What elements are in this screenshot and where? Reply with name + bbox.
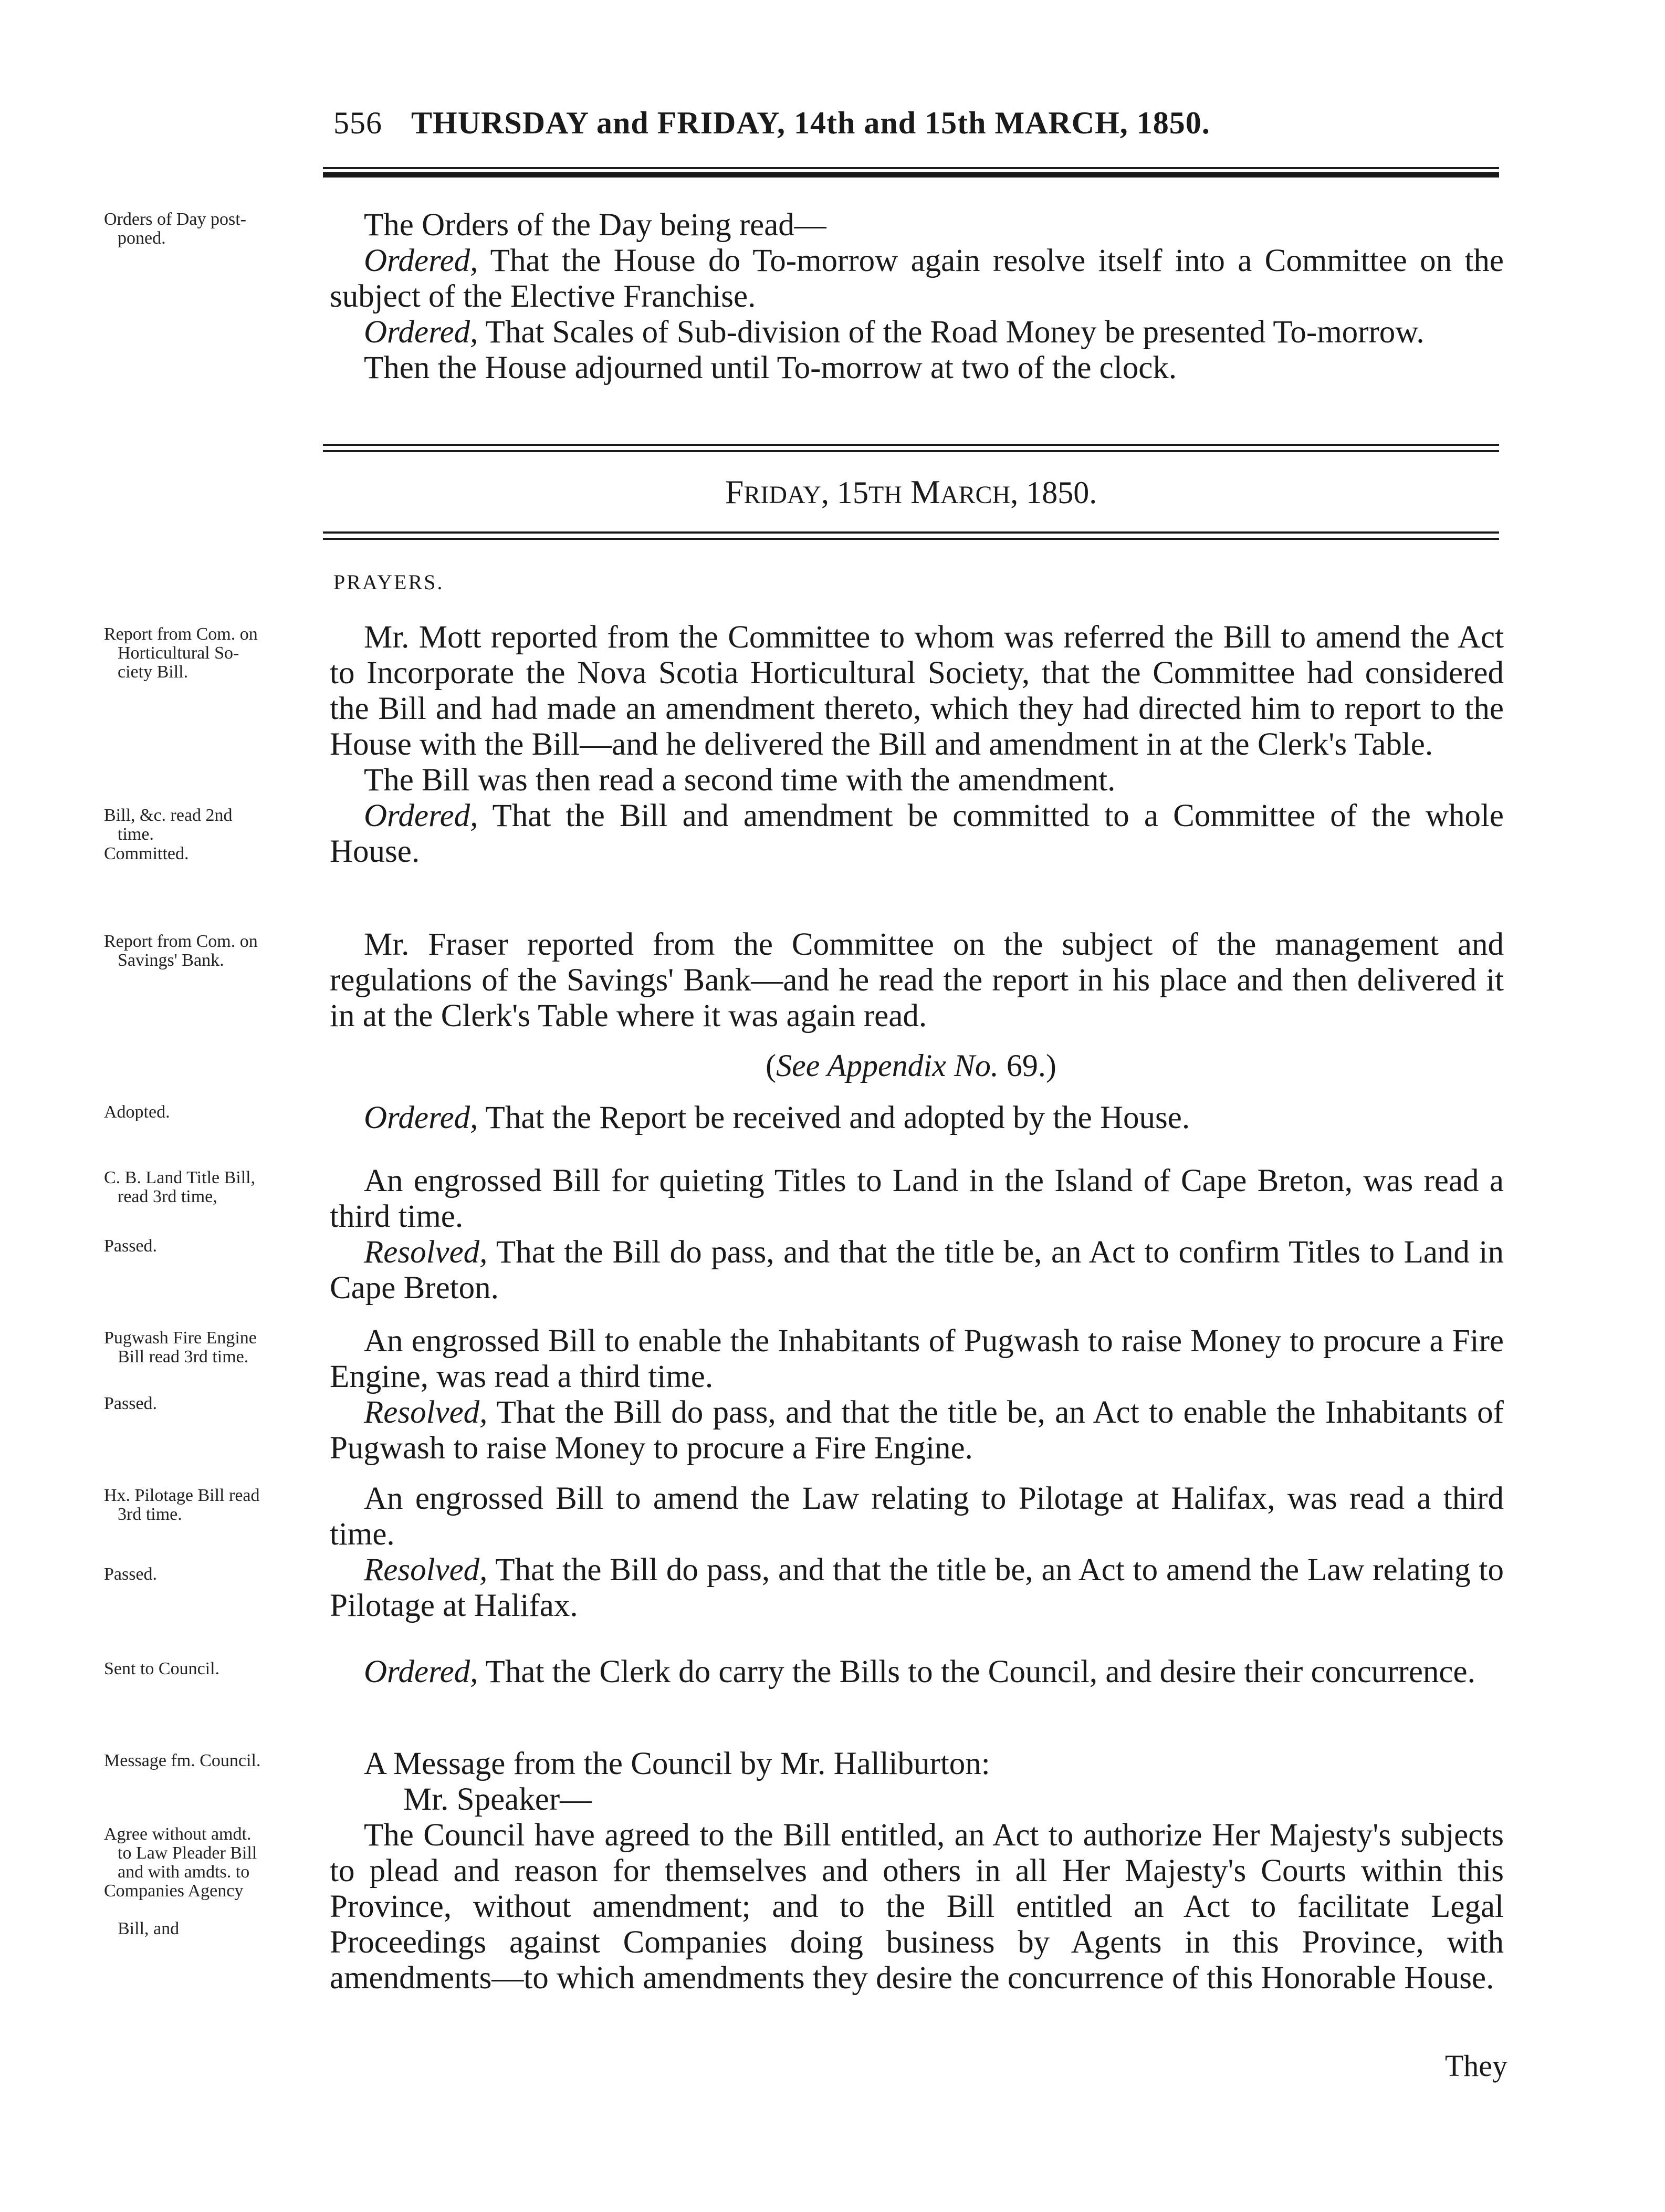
cape-breton-resolved: Resolved, That the Bill do pass, and that the title be, an Act to confirm Titles to Land in Cape Breton. xyxy=(330,1235,1504,1306)
appendix-reference: (See Appendix No. 69.) xyxy=(766,1048,1056,1083)
margin-note-pugwash: Pugwash Fire Engine Bill read 3rd time. xyxy=(104,1328,257,1366)
margin-note-passed-2: Passed. xyxy=(104,1394,158,1413)
section-rule-1b xyxy=(323,450,1499,452)
catchword: They xyxy=(1444,2049,1507,2083)
margin-note-report-horticultural: Report from Com. on Horticultural So- ciety Bill. xyxy=(104,624,258,682)
section-rule-2a xyxy=(323,531,1499,534)
margin-note-passed-3: Passed. xyxy=(104,1564,158,1584)
page-header xyxy=(333,105,1510,141)
running-title: THURSDAY and FRIDAY, 14th and 15th MARCH, 1850. xyxy=(411,106,1210,140)
margin-note-pilotage: Hx. Pilotage Bill read 3rd time. xyxy=(104,1486,260,1524)
margin-note-sent-council: Sent to Council. xyxy=(104,1659,220,1678)
pugwash-bill: An engrossed Bill to enable the Inhabitants of Pugwash to raise Money to procure a Fire Engine, was read a third time. Resolved, That the Bill do pass, and that the title be, an Act to enable the Inhabitants of Pugwash to raise Money to procure a Fire Engine. xyxy=(330,1323,1504,1466)
council-message: A Message from the Council by Mr. Halliburton: Mr. Speaker— The Council have agreed to the Bill entitled, an Act to authorize Her Majesty's subjects to plead and reason for themselves and others in all Her Majesty's Courts within this Province, without amendment; and to the Bill entitled an Act to facilitate Legal Proceedings against Companies doing business by Agents in this Province, with amendments—to which amendments they desire the concurrence of this Honorable House. xyxy=(330,1746,1504,1996)
margin-note-agree: Agree without amdt. to Law Pleader Bill and with amdts. to Companies Agency Bill, and xyxy=(104,1824,257,1938)
margin-note-orders-postponed: Orders of Day post- poned. xyxy=(104,210,246,248)
margin-note-adopted: Adopted. xyxy=(104,1102,170,1122)
pilotage-bill: An engrossed Bill to amend the Law relating to Pilotage at Halifax, was read a third time. Resolved, That the Bill do pass, and that the title be, an Act to amend the Law relating to Pilotage at Halifax. xyxy=(330,1481,1504,1623)
order-road-money: Ordered, That Scales of Sub-division of the Road Money be presented To-morrow. xyxy=(364,315,1425,350)
committed-order: Ordered, That the Bill and amendment be committed to a Committee of the whole House. xyxy=(330,798,1504,869)
pugwash-resolved: Resolved, That the Bill do pass, and that the title be, an Act to enable the Inhabitants of Pugwash to raise Money to procure a Fire Engine. xyxy=(330,1395,1504,1466)
fraser-report: Mr. Fraser reported from the Committee on the subject of the management and regulations of the Savings' Bank—and he read the report in his place and then delivered it in at the Clerk's Table where it was again read. xyxy=(330,927,1504,1034)
adopted-order: Ordered, That the Report be received and adopted by the House. xyxy=(364,1100,1190,1135)
header-rule-thick xyxy=(323,172,1499,178)
margin-note-cb-land-title: C. B. Land Title Bill, read 3rd time, xyxy=(104,1168,256,1206)
margin-note-message-council: Message fm. Council. xyxy=(104,1751,261,1770)
section-rule-2b xyxy=(323,538,1499,540)
day-heading: FRIDAY, 15TH MARCH, 1850. xyxy=(725,473,1097,510)
header-rule-thin xyxy=(323,167,1499,169)
house-adjourned: Then the House adjourned until To-morrow at two of the clock. xyxy=(364,350,1177,385)
second-reading: The Bill was then read a second time with the amendment. xyxy=(364,763,1116,798)
margin-note-passed-1: Passed. xyxy=(104,1236,158,1256)
page-number: 556 xyxy=(333,106,382,140)
sent-to-council-order: Ordered, That the Clerk do carry the Bills to the Council, and desire their concurrence. xyxy=(364,1654,1475,1689)
order-elective-franchise: Ordered, That the House do To-morrow again resolve itself into a Committee on the subject of the Elective Franchise. xyxy=(330,243,1504,314)
margin-note-report-savings: Report from Com. on Savings' Bank. xyxy=(104,932,258,970)
council-agreement: The Council have agreed to the Bill entitled, an Act to authorize Her Majesty's subjects to plead and reason for themselves and others in all Her Majesty's Courts within this Province, without amendment; and to the Bill entitled an Act to facilitate Legal Proceedings against Companies doing business by Agents in this Province, with amendments—to which amendments they desire the concurrence of this Honorable House. xyxy=(330,1818,1504,1996)
margin-note-committed: Committed. xyxy=(104,844,189,863)
prayers-label: PRAYERS. xyxy=(333,570,444,594)
margin-note-bill-read-2nd: Bill, &c. read 2nd time. xyxy=(104,806,233,844)
thursday-proceedings xyxy=(330,207,1504,386)
speaker-salutation: Mr. Speaker— xyxy=(403,1782,592,1817)
pilotage-resolved: Resolved, That the Bill do pass, and that the title be, an Act to amend the Law relating to Pilotage at Halifax. xyxy=(330,1552,1504,1623)
orders-read: The Orders of the Day being read— xyxy=(364,207,826,243)
cape-breton-bill: An engrossed Bill for quieting Titles to Land in the Island of Cape Breton, was read a third time. Resolved, That the Bill do pass, and that the title be, an Act to confirm Titles to Land in Cape Breton. xyxy=(330,1163,1504,1306)
mott-report: Mr. Mott reported from the Committee to whom was referred the Bill to amend the Act to Incorporate the Nova Scotia Horticultural Society, that the Committee had considered the Bill and had made an amendment thereto, which they had directed him to report to the House with the Bill—and he delivered the Bill and amendment in at the Clerk's Table. The Bill was then read a second time with the amendment. Ordered, That the Bill and amendment be committed to a Committee of the whole House. xyxy=(330,620,1504,869)
section-rule-1a xyxy=(323,444,1499,446)
